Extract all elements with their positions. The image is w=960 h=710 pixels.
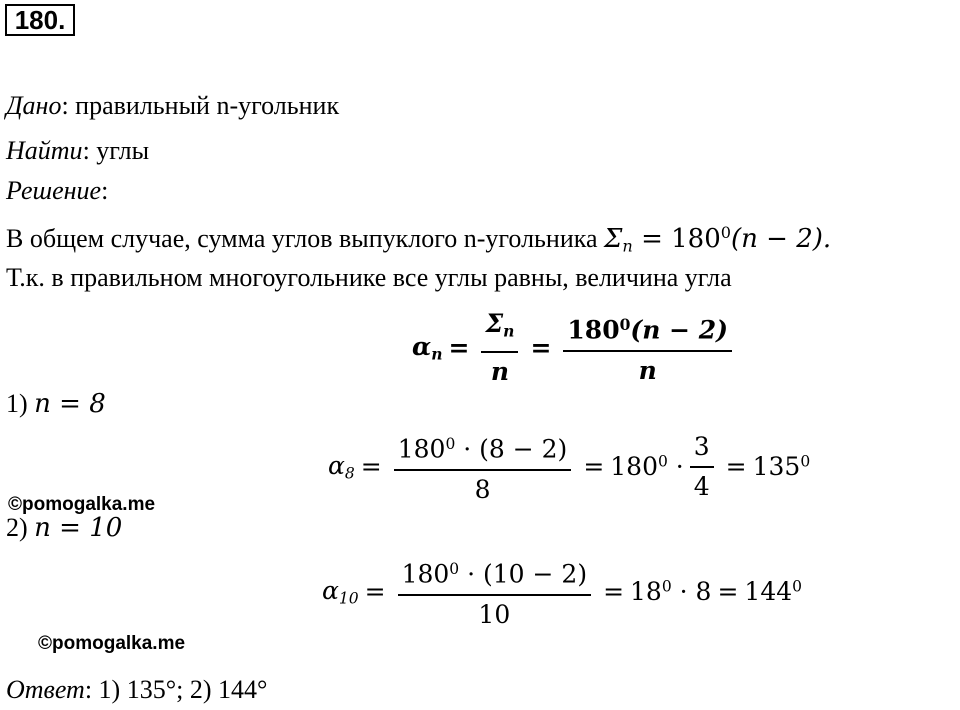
watermark: ©pomogalka.me <box>8 494 156 515</box>
case2-fraction: $\frac{180^0 \cdot (10 - 2)}{10}$ <box>398 550 592 634</box>
solution-line <box>6 175 108 207</box>
general-deg: 0 <box>720 223 732 242</box>
watermark-2: ©pomogalka.me <box>38 633 186 654</box>
general-case-text: В общем случае, сумма углов выпуклого n-угольника <box>6 223 605 253</box>
regular-note: Т.к. в правильном многоугольнике все углы равны, величина угла <box>6 263 732 292</box>
answer-label: Ответ <box>6 675 85 704</box>
fraction-sigma-over-n: $\frac{\Sigma_n}{n}$ <box>481 305 518 391</box>
sigma-sub: n <box>622 236 633 256</box>
general-eq: = 180 <box>632 223 721 254</box>
case2-cond: n = 10 <box>34 513 123 543</box>
case2-label: 2) <box>6 513 35 542</box>
problem-number: 180. <box>5 4 75 36</box>
alpha-8: $\alpha_8$ <box>328 450 355 483</box>
case1-line <box>6 388 106 420</box>
case1-fraction-3-4: $\frac{3}{4}$ <box>690 428 714 506</box>
find-line <box>6 135 149 167</box>
fraction-sum-over-n: $\frac{180^0(n - 2)}{n}$ <box>563 306 732 391</box>
case1-formula: $\alpha_8$ = $\frac{180^0 \cdot (8 - 2)}{8}$ = $180^0$ · $\frac{3}{4}$ = $135^0$ <box>328 425 810 509</box>
alpha-10: $\alpha_{10}$ <box>322 575 359 608</box>
answer-line <box>6 674 267 706</box>
case1-cond: n = 8 <box>34 389 106 419</box>
case2-result: $144^0$ <box>744 577 803 607</box>
general-rest: (n − 2). <box>731 223 832 254</box>
equals-sign-2: = <box>530 333 552 363</box>
case1-label: 1) <box>6 389 35 418</box>
case1-fraction: $\frac{180^0 \cdot (8 - 2)}{8}$ <box>394 425 572 509</box>
sigma-symbol: Σ <box>604 223 623 254</box>
case2-line <box>6 512 122 544</box>
main-formula <box>412 305 738 391</box>
given-label: Дано <box>6 91 62 120</box>
find-text: : углы <box>82 136 150 165</box>
alpha-n: $\alpha_n$ <box>412 332 443 364</box>
given-text: : правильный n-угольник <box>61 91 340 120</box>
equals-sign: = <box>448 333 470 363</box>
case2-formula: $\alpha_{10}$ = $\frac{180^0 \cdot (10 - 2)}{10}$ = $18^0 \cdot 8$ = $144^0$ <box>322 550 802 634</box>
answer-text: : 1) 135°; 2) 144° <box>84 675 268 704</box>
solution-label: Решение <box>6 176 102 205</box>
given-line <box>6 90 339 122</box>
general-case-line <box>6 217 831 263</box>
solution-text: : <box>101 176 109 205</box>
find-label: Найти <box>6 136 83 165</box>
case1-result: $135^0$ <box>752 452 811 482</box>
